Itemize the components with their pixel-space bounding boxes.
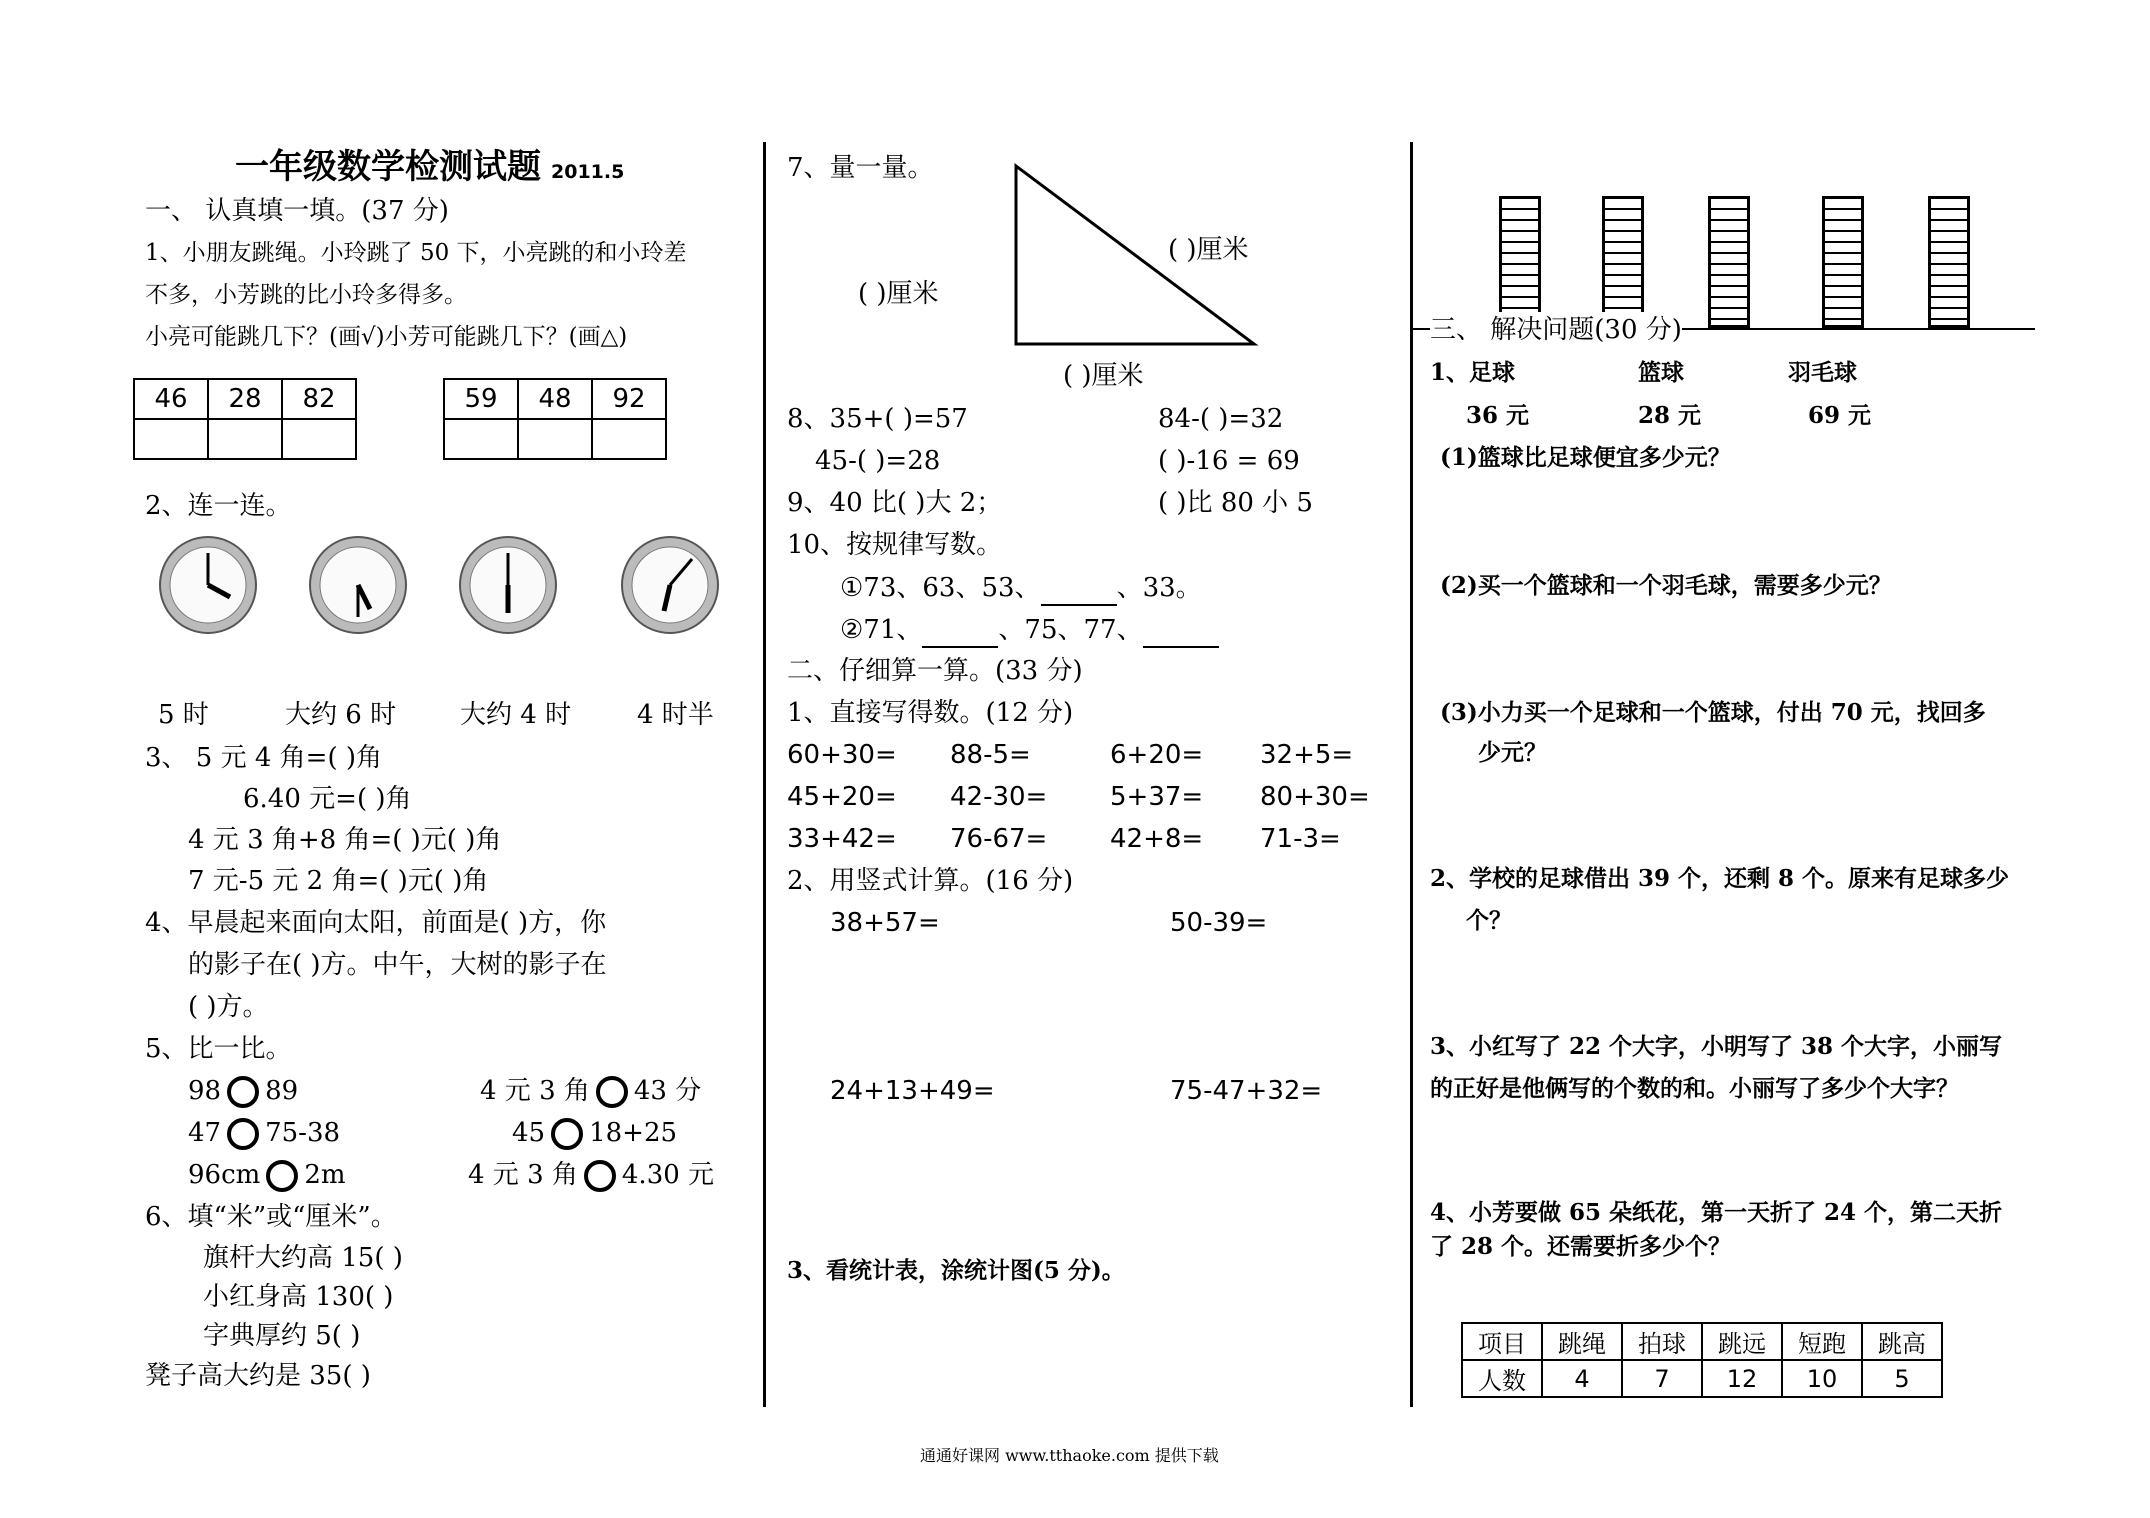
compare-circle[interactable] — [584, 1160, 616, 1192]
p4-line1: 4、小芳要做 65 朵纸花，第一天折了 24 个，第二天折 — [1430, 1199, 2003, 1226]
q1-line1: 1、小朋友跳绳。小玲跳了 50 下，小亮跳的和小玲差 — [145, 240, 687, 266]
calc-cell: 80+30= — [1260, 782, 1370, 812]
q8-line1b: 84-( )=32 — [1158, 404, 1284, 434]
chart-bar-column — [1928, 196, 1970, 328]
q5-row-2: 47 75-38 — [188, 1118, 341, 1148]
q9-a: 9、40 比( )大 2； — [787, 488, 1003, 518]
p1-sub2: (2)买一个篮球和一个羽毛球，需要多少元？ — [1440, 572, 1892, 599]
q5-row-1b: 4 元 3 角 43 分 — [480, 1076, 702, 1106]
q3-line3: 4 元 3 角+8 角=( )元( )角 — [188, 825, 502, 855]
p2-line2: 个？ — [1466, 907, 1512, 934]
blank-field[interactable] — [922, 620, 998, 648]
table-cell: 28 — [208, 379, 282, 419]
q5-row-3: 96cm 2m — [188, 1160, 346, 1190]
vertical-calc-c: 24+13+49= — [830, 1076, 995, 1106]
q10-line1: ①73、63、53、 、33。 — [840, 570, 1202, 606]
answer-cell[interactable] — [134, 419, 208, 459]
section-2-heading: 二、仔细算一算。(33 分) — [787, 656, 1083, 686]
clock-icon-1 — [158, 535, 258, 635]
section-1-heading: 一、 认真填一填。(37 分) — [145, 196, 449, 226]
q7-label: 7、量一量。 — [787, 153, 934, 183]
q4-line3: ( )方。 — [188, 992, 269, 1022]
clock-icon-2 — [308, 535, 408, 635]
q1-line2: 不多，小芳跳的比小玲多得多。 — [145, 282, 467, 308]
q6-line4: 凳子高大约是 35( ) — [145, 1361, 371, 1391]
stat-value: 5 — [1862, 1360, 1942, 1397]
section-3-heading: 三、 解决问题(30 分) — [1430, 312, 1682, 348]
q8-line2a: 45-( )=28 — [815, 446, 941, 476]
calc-cell: 60+30= — [787, 740, 897, 770]
clock-icon-4 — [620, 535, 720, 635]
q2-option-3: 大约 4 时 — [460, 700, 572, 730]
q4-line2: 的影子在( )方。中午，大树的影子在 — [188, 950, 607, 980]
p1-price-basketball: 28 元 — [1638, 402, 1702, 429]
stat-table — [1461, 1322, 1943, 1398]
q3-line2: 6.40 元=( )角 — [243, 784, 412, 814]
calc-cell: 71-3= — [1260, 824, 1341, 854]
compare-circle[interactable] — [227, 1118, 259, 1150]
q2-option-2: 大约 6 时 — [285, 700, 397, 730]
page-title: 一年级数学检测试题 2011.5 — [235, 147, 625, 187]
p1-sub3-line1: (3)小力买一个足球和一个篮球，付出 70 元，找回多 — [1440, 699, 1986, 726]
calc-cell: 88-5= — [950, 740, 1031, 770]
stat-header: 跳高 — [1862, 1323, 1942, 1360]
p3-line1: 3、小红写了 22 个大字，小明写了 38 个大字，小丽写 — [1430, 1033, 2003, 1060]
compare-circle[interactable] — [266, 1160, 298, 1192]
q9-b: ( )比 80 小 5 — [1158, 488, 1313, 518]
p1-item-badminton: 羽毛球 — [1788, 359, 1857, 386]
q5-label: 5、比一比。 — [145, 1034, 292, 1064]
p2-line1: 2、学校的足球借出 39 个，还剩 8 个。原来有足球多少 — [1430, 865, 2010, 892]
stat-header: 短跑 — [1782, 1323, 1862, 1360]
table-cell: 92 — [592, 379, 666, 419]
q10-label: 10、按规律写数。 — [787, 530, 1003, 560]
column-divider-left — [763, 142, 766, 1407]
p1-price-badminton: 69 元 — [1808, 402, 1872, 429]
q1-line3: 小亮可能跳几下？(画√)小芳可能跳几下？(画△) — [145, 324, 628, 350]
p1-item-basketball: 篮球 — [1638, 359, 1684, 386]
answer-cell[interactable] — [208, 419, 282, 459]
calc-cell: 45+20= — [787, 782, 897, 812]
q1-table-xiaofang — [443, 378, 667, 460]
vertical-calc-b: 50-39= — [1170, 908, 1268, 938]
q6-label: 6、填“米”或“厘米”。 — [145, 1202, 397, 1232]
answer-cell[interactable] — [518, 419, 592, 459]
p1-item-football: 1、足球 — [1430, 359, 1516, 386]
stat-value: 7 — [1622, 1360, 1702, 1397]
calc-cell: 42+8= — [1110, 824, 1204, 854]
stat-value: 12 — [1702, 1360, 1782, 1397]
p4-line2: 了 28 个。还需要折多少个？ — [1430, 1233, 1732, 1260]
q6-line3: 字典厚约 5( ) — [203, 1321, 361, 1351]
q1-table-liangliang — [133, 378, 357, 460]
q6-line2: 小红身高 130( ) — [203, 1282, 394, 1312]
calc-cell: 6+20= — [1110, 740, 1204, 770]
q7-left-side: ( )厘米 — [858, 279, 939, 309]
clock-icon-3 — [458, 535, 558, 635]
column-divider-right — [1410, 142, 1413, 1407]
stat-value: 10 — [1782, 1360, 1862, 1397]
vertical-calc-label: 2、用竖式计算。(16 分) — [787, 866, 1074, 896]
q4-line1: 4、早晨起来面向太阳，前面是( )方，你 — [145, 908, 607, 938]
table-cell: 59 — [444, 379, 518, 419]
calc-cell: 32+5= — [1260, 740, 1354, 770]
table-cell: 48 — [518, 379, 592, 419]
q5-row-2b: 45 18+25 — [512, 1118, 678, 1148]
chart-bar-column — [1499, 196, 1541, 328]
calc-cell: 33+42= — [787, 824, 897, 854]
table-cell: 46 — [134, 379, 208, 419]
q8-line2b: ( )-16 = 69 — [1158, 446, 1300, 476]
calc-label: 1、直接写得数。(12 分) — [787, 698, 1074, 728]
stat-header: 项目 — [1462, 1323, 1542, 1360]
p1-price-football: 36 元 — [1466, 402, 1530, 429]
footer-credit: 通通好课网 www.tthaoke.com 提供下载 — [920, 1446, 1219, 1465]
p1-sub1: (1)篮球比足球便宜多少元？ — [1440, 444, 1731, 471]
stat-question: 3、看统计表，涂统计图(5 分)。 — [787, 1257, 1125, 1284]
stat-header: 拍球 — [1622, 1323, 1702, 1360]
chart-bar-column — [1822, 196, 1864, 328]
q6-line1: 旗杆大约高 15( ) — [203, 1243, 403, 1273]
compare-circle[interactable] — [596, 1076, 628, 1108]
vertical-calc-d: 75-47+32= — [1170, 1076, 1323, 1106]
table-cell: 82 — [282, 379, 356, 419]
q7-hypotenuse: ( )厘米 — [1168, 235, 1249, 265]
q5-row-1: 98 89 — [188, 1076, 299, 1106]
stat-row-label: 人数 — [1462, 1360, 1542, 1397]
blank-field[interactable] — [1143, 620, 1219, 648]
chart-bar-column — [1602, 196, 1644, 328]
compare-circle[interactable] — [551, 1118, 583, 1150]
calc-cell: 5+37= — [1110, 782, 1204, 812]
q2-option-4: 4 时半 — [637, 700, 714, 730]
p1-sub3-line2: 少元？ — [1478, 739, 1547, 766]
compare-circle[interactable] — [227, 1076, 259, 1108]
calc-cell: 42-30= — [950, 782, 1048, 812]
q5-row-3b: 4 元 3 角 4.30 元 — [468, 1160, 715, 1190]
q7-bottom-side: ( )厘米 — [1063, 361, 1144, 391]
q2-option-1: 5 时 — [158, 700, 209, 730]
blank-field[interactable] — [1041, 578, 1117, 606]
chart-bar-column — [1708, 196, 1750, 328]
stat-value: 4 — [1542, 1360, 1622, 1397]
q10-line2: ②71、 、75、77、 — [840, 612, 1219, 648]
q3-line1: 3、 5 元 4 角=( )角 — [145, 743, 383, 773]
calc-cell: 76-67= — [950, 824, 1048, 854]
answer-cell[interactable] — [592, 419, 666, 459]
stat-header: 跳远 — [1702, 1323, 1782, 1360]
p3-line2: 的正好是他俩写的个数的和。小丽写了多少个大字？ — [1430, 1075, 1959, 1102]
vertical-calc-a: 38+57= — [830, 908, 940, 938]
answer-cell[interactable] — [282, 419, 356, 459]
q8-line1a: 8、35+( )=57 — [787, 404, 968, 434]
q3-line4: 7 元-5 元 2 角=( )元( )角 — [188, 866, 489, 896]
stat-header: 跳绳 — [1542, 1323, 1622, 1360]
q2-label: 2、连一连。 — [145, 491, 292, 521]
answer-cell[interactable] — [444, 419, 518, 459]
